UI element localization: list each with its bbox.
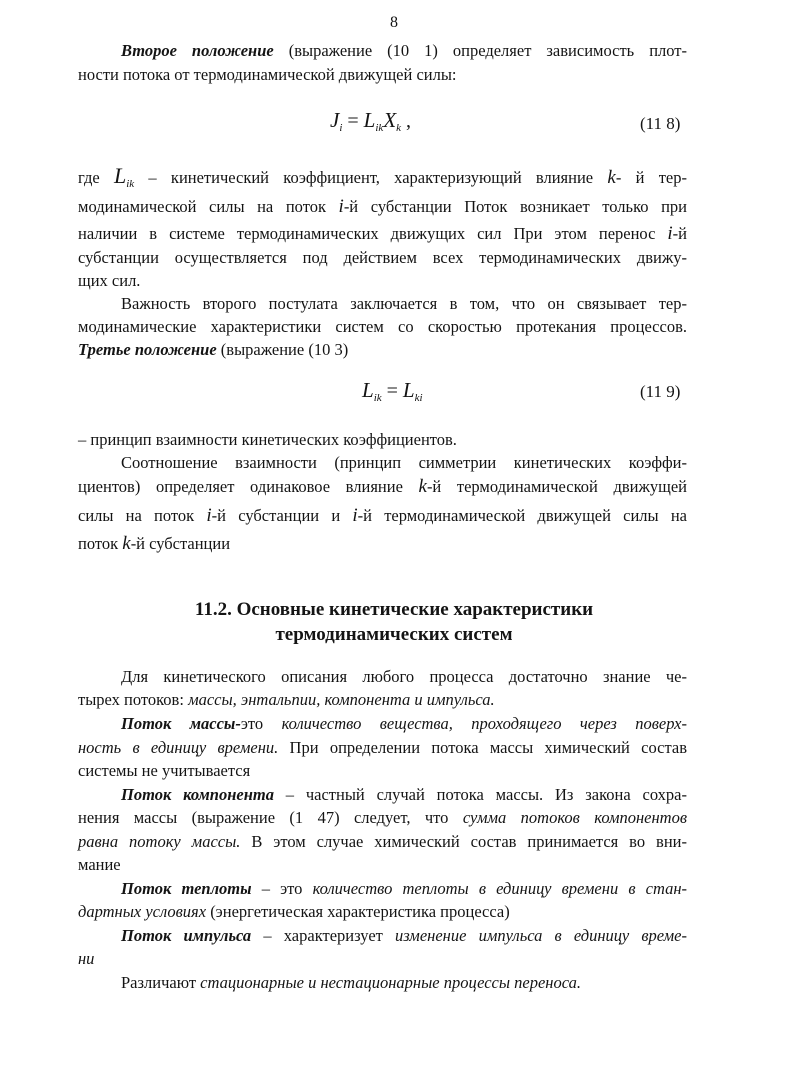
paragraph-second-postulate-line-1 bbox=[121, 40, 687, 62]
paragraph-heat-flow-line-1 bbox=[121, 878, 687, 900]
eq-symbol: L bbox=[402, 378, 415, 402]
paragraph-component-flow-line-1 bbox=[121, 784, 687, 806]
text-run: силы на поток bbox=[78, 506, 207, 525]
paragraph-reciprocity-principle: – принцип взаимности кинетических коэффициентов. bbox=[78, 430, 457, 449]
paragraph-symmetry-line-3 bbox=[78, 505, 687, 527]
momentum-flow-label: Поток импульса bbox=[121, 926, 252, 945]
equation-number-11-8: (11 8) bbox=[640, 114, 681, 133]
italic-run: стационарные и нестационарные процессы переноса. bbox=[200, 973, 582, 992]
paragraph-kinetic-coefficient-line-5: щих сил. bbox=[78, 271, 141, 290]
text-run: -й субстанции и bbox=[211, 506, 353, 525]
heat-flow-label: Поток теплоты bbox=[121, 879, 252, 898]
paragraph-importance-line-1: Важность второго постулата заключается в том, что он связывает тер- bbox=[121, 294, 687, 313]
page-number: 8 bbox=[390, 14, 398, 31]
text-run: В этом случае химический состав принимается во вни- bbox=[240, 832, 687, 851]
paragraph-importance-line-2: модинамические характеристики систем со скоростью протекания процессов. bbox=[78, 317, 687, 336]
paragraph-second-postulate-line-2: ности потока от термодинамической движущей силы: bbox=[78, 65, 457, 84]
second-postulate-label: Второе положение bbox=[121, 41, 274, 60]
text-run: Различают bbox=[121, 973, 201, 992]
eq-punctuation: , bbox=[401, 110, 412, 132]
symbol-i: i bbox=[352, 505, 358, 526]
equation-11-9 bbox=[362, 378, 423, 404]
paragraph-third-postulate bbox=[78, 339, 348, 361]
equation-number-11-9: (11 9) bbox=[640, 382, 681, 401]
section-heading-line-1: 11.2. Основные кинетические характеристики bbox=[194, 599, 594, 620]
eq-subscript: ik bbox=[375, 122, 384, 134]
text-run: модинамической силы на поток bbox=[78, 197, 339, 216]
text-run: – это bbox=[251, 879, 313, 898]
text-run: - й тер- bbox=[615, 168, 687, 187]
mass-flow-label: Поток массы- bbox=[121, 714, 241, 733]
symbol-subscript: ik bbox=[126, 178, 135, 190]
italic-run: равна потоку массы. bbox=[78, 832, 241, 851]
text-run: -й субстанции bbox=[130, 534, 231, 553]
third-postulate-label: Третье положение bbox=[78, 340, 217, 359]
symbol-i: i bbox=[206, 505, 212, 526]
paragraph-kinetic-coefficient-line-4: субстанции осуществляется под действием всех термодинамических движу- bbox=[78, 248, 687, 267]
eq-subscript: ki bbox=[414, 392, 423, 404]
text-run: циентов) определяет одинаковое влияние bbox=[78, 477, 419, 496]
text-run: (энергетическая характеристика процесса) bbox=[206, 902, 510, 921]
paragraph-mass-flow-line-3: системы не учитывается bbox=[78, 761, 251, 780]
text-run: (выражение (10 3) bbox=[216, 340, 349, 359]
italic-run: количество вещества, проходящего через поверх- bbox=[281, 714, 687, 733]
paragraph-symmetry-line-2 bbox=[78, 476, 687, 498]
paragraph-mass-flow-line-2 bbox=[78, 737, 687, 759]
paragraph-process-types bbox=[121, 972, 581, 994]
paragraph-symmetry-line-1: Соотношение взаимности (принцип симметрии кинетических коэффи- bbox=[121, 453, 687, 472]
component-flow-label: Поток компонента bbox=[121, 785, 274, 804]
symbol-k: k bbox=[607, 167, 616, 188]
text-run: -й bbox=[672, 224, 687, 243]
section-heading-line-2: термодинамических систем bbox=[275, 624, 513, 645]
italic-run: массы, энтальпии, компонента и импульса. bbox=[188, 690, 495, 709]
eq-subscript: i bbox=[339, 122, 343, 134]
eq-symbol: X bbox=[383, 108, 397, 132]
paragraph-four-flows-line-2 bbox=[78, 689, 495, 711]
symbol-i: i bbox=[667, 223, 673, 244]
symbol-L: L bbox=[113, 163, 127, 188]
equation-11-8 bbox=[330, 108, 411, 134]
text-run: – характеризует bbox=[251, 926, 396, 945]
paragraph-mass-flow-line-1 bbox=[121, 713, 687, 735]
paragraph-kinetic-coefficient-line-2 bbox=[78, 196, 687, 218]
eq-subscript: k bbox=[396, 122, 402, 134]
text-run: – частный случай потока массы. Из закона сохра- bbox=[273, 785, 687, 804]
paragraph-component-flow-line-3 bbox=[78, 831, 687, 853]
text-run: это bbox=[240, 714, 282, 733]
eq-subscript: ik bbox=[373, 392, 382, 404]
paragraph-component-flow-line-2 bbox=[78, 807, 687, 829]
text-run: -й субстанции Поток возникает только при bbox=[343, 197, 687, 216]
italic-run: сумма потоков компонентов bbox=[462, 808, 687, 827]
text-run: тырех потоков: bbox=[78, 690, 189, 709]
text-run: – кинетический коэффициент, характеризующий влияние bbox=[134, 168, 608, 187]
text-run: -й термодинамической движущей силы на bbox=[357, 506, 687, 525]
text-run: При определении потока массы химический состав bbox=[278, 738, 688, 757]
symbol-i: i bbox=[338, 196, 344, 217]
paragraph-symmetry-line-4 bbox=[78, 533, 230, 555]
paragraph-four-flows-line-1: Для кинетического описания любого процесса достаточно знание че- bbox=[121, 667, 687, 686]
text-run: поток bbox=[78, 534, 123, 553]
eq-symbol: L bbox=[363, 108, 376, 132]
italic-run: дартных условиях bbox=[78, 902, 207, 921]
italic-run: количество теплоты в единицу времени в стан- bbox=[312, 879, 687, 898]
paragraph-momentum-flow-line-2: ни bbox=[78, 949, 95, 968]
text-run: -й термодинамической движущей bbox=[426, 477, 687, 496]
text-run: наличии в системе термодинамических движущих сил При этом перенос bbox=[78, 224, 668, 243]
paragraph-kinetic-coefficient-line-3 bbox=[78, 223, 687, 245]
symbol-k: k bbox=[418, 476, 427, 497]
paragraph-kinetic-coefficient-line-1 bbox=[78, 165, 687, 195]
eq-operator: = bbox=[342, 110, 364, 132]
italic-run: ность в единицу времени. bbox=[78, 738, 279, 757]
eq-operator: = bbox=[381, 380, 403, 402]
symbol-k: k bbox=[122, 533, 131, 554]
paragraph-momentum-flow-line-1 bbox=[121, 925, 687, 947]
paragraph-component-flow-line-4: мание bbox=[78, 855, 121, 874]
text-run: (выражение (10 1) определяет зависимость плот- bbox=[273, 41, 687, 60]
text-run: где bbox=[78, 168, 114, 187]
text-run: нения массы (выражение (1 47) следует, что bbox=[78, 808, 463, 827]
eq-symbol: L bbox=[362, 378, 374, 402]
eq-symbol: J bbox=[330, 108, 340, 132]
italic-run: изменение импульса в единицу време- bbox=[395, 926, 687, 945]
paragraph-heat-flow-line-2 bbox=[78, 901, 510, 923]
